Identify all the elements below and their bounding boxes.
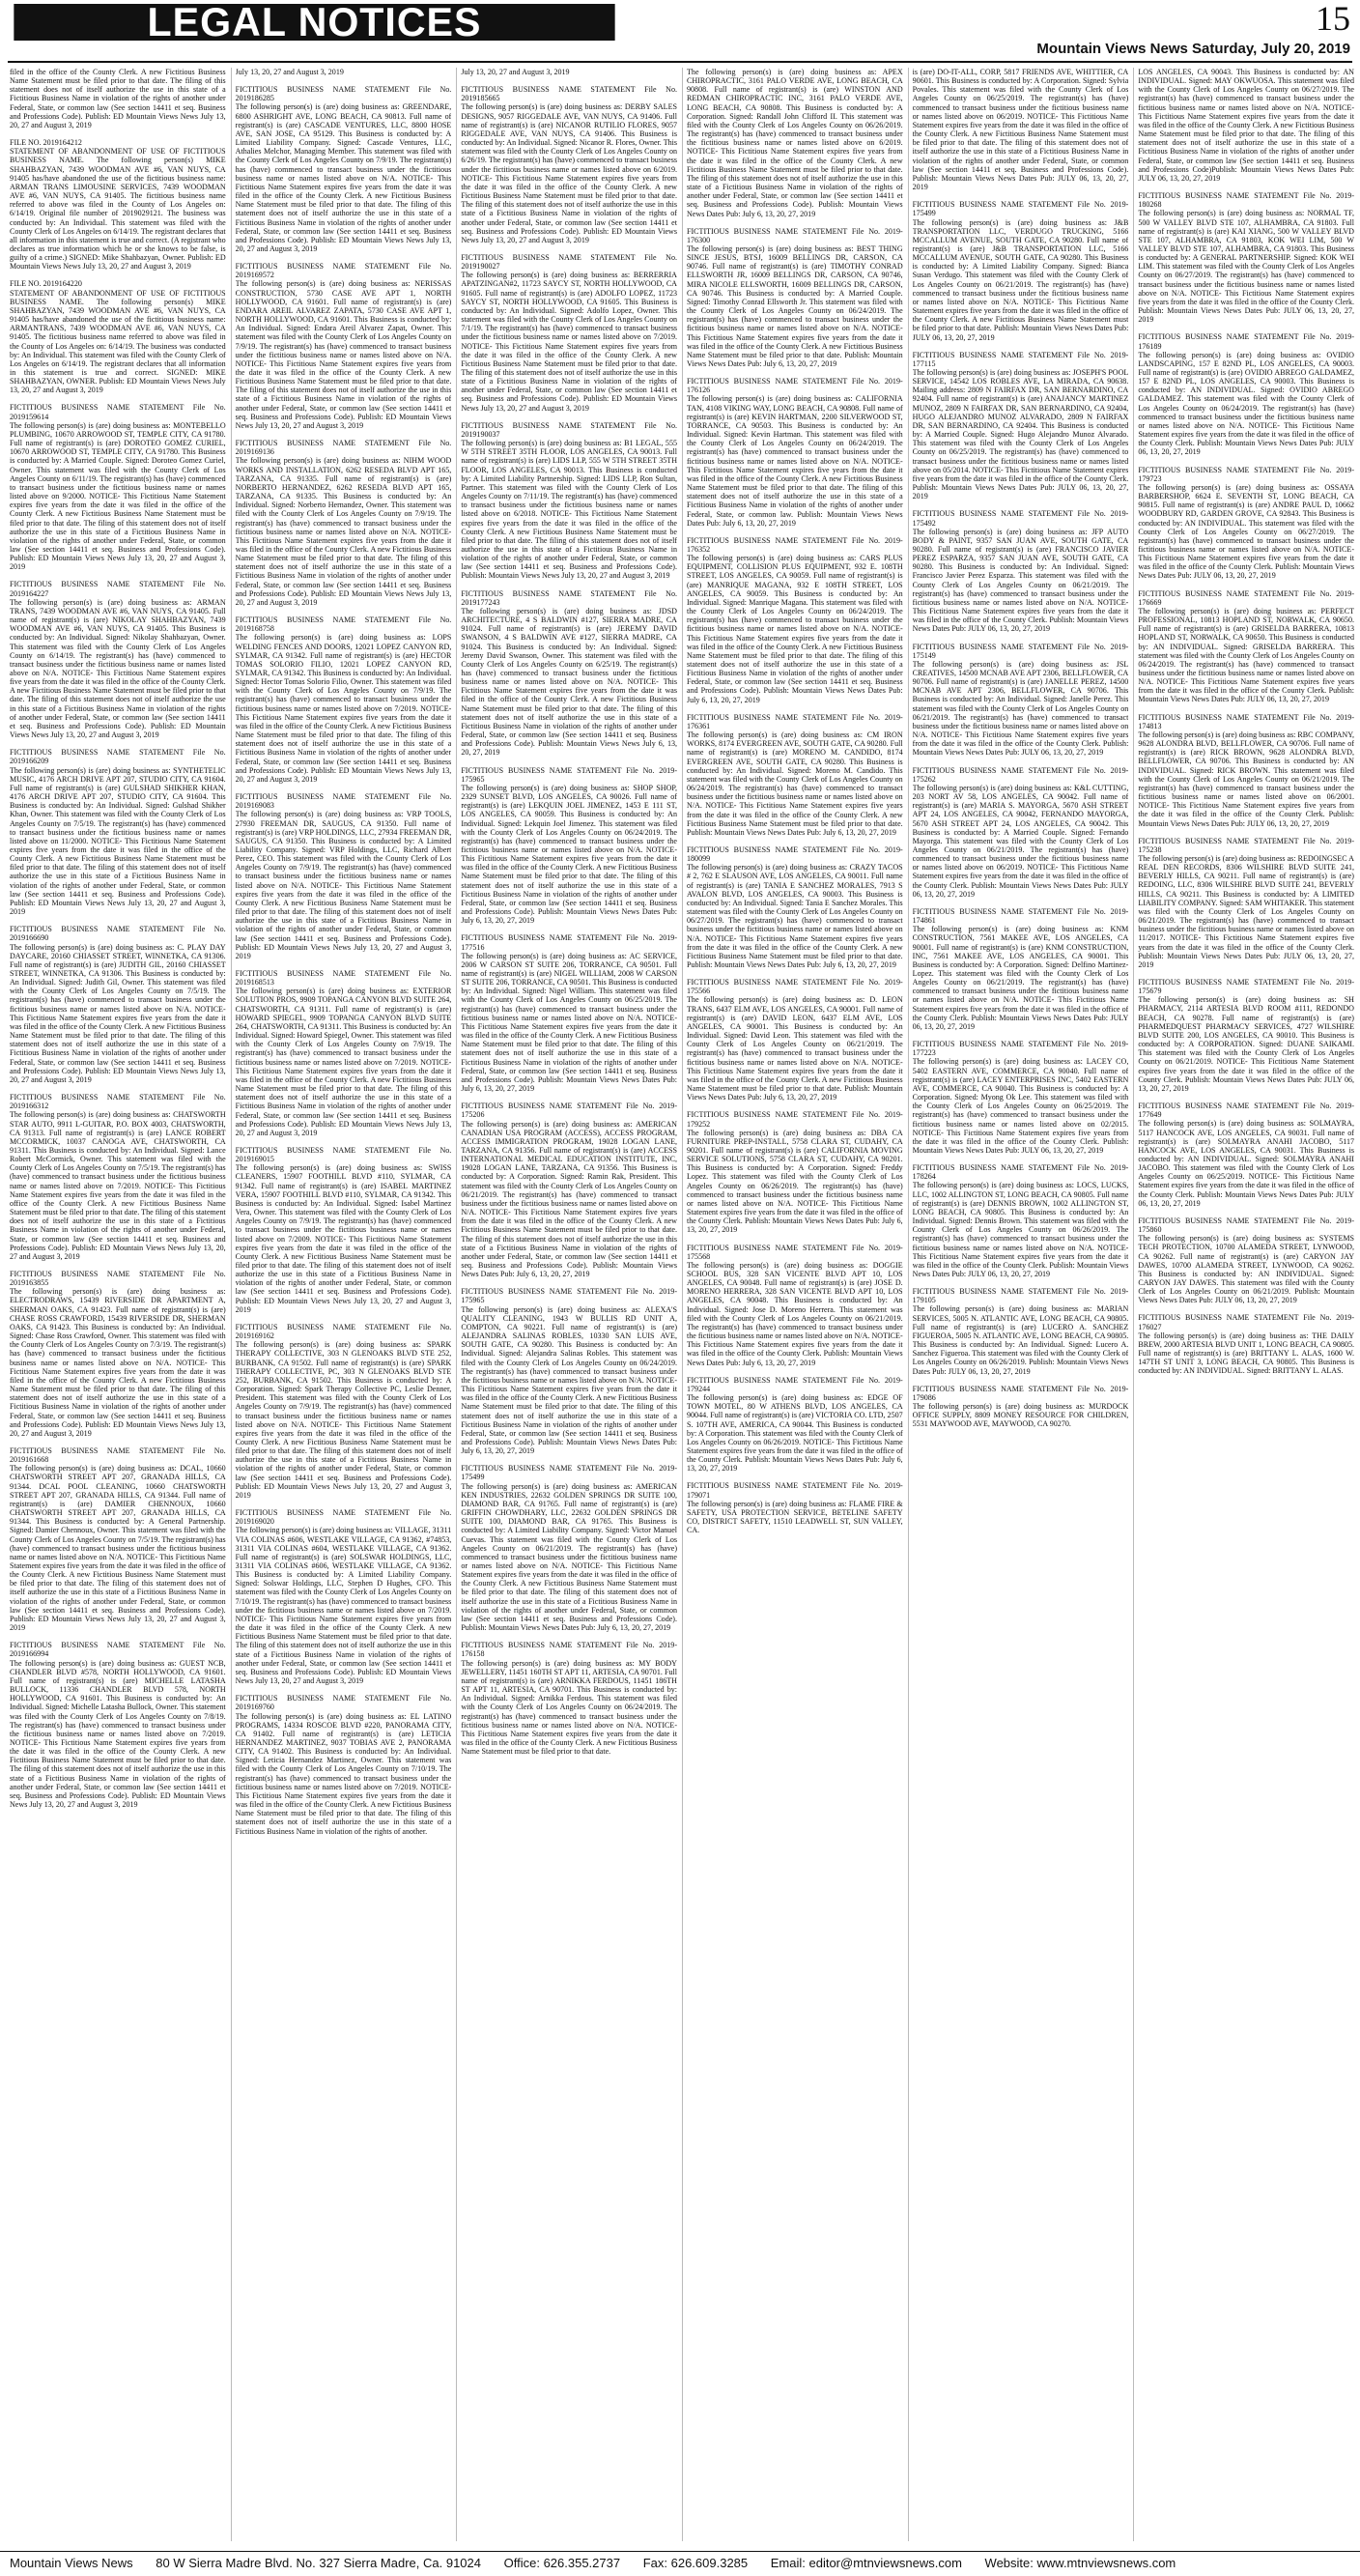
notice-body: The following person(s) is (are) doing business as: B1 LEGAL, 555 W 5TH STREET 35TH FLOOR, LOS ANGELES, CA 90013. Full name of registrant(s) is (are) LIDS LLP, 555 W 5TH STREET 35TH FLOOR, LOS ANGELES, CA 90013. This Business is conducted by: A Limited Liability Partnership. Signed: LIDS LLP, Ron Sultan, Partner. This statement was filed with the County Clerk of Los Angeles County on 7/11/19. The registrant(s) has (have) commenced to transact business under the fictitious business name or names listed above on 6/2018. NOTICE- This Fictitious Name Statement expires five years from the date it was filed in the office of the County Clerk. A new Fictitious Business Name Statement must be filed prior to that date. The filing of this statement does not of itself authorize the use in this state of a Fictitious Business Name in violation of the rights of another under Federal, State, or common law (See section 14411 et seq. Business and Professions Code). Publish: Mountain Views News July 13, 20, 27 and August 3, 2019 xyxy=(461,439,677,581)
notice-heading: FICTITIOUS BUSINESS NAME STATEMENT File No. 2019163855 xyxy=(10,1270,226,1288)
notice-body: The following person(s) is (are) doing business as: CALIFORNIA TAN, 4108 VIKING WAY, LONG BEACH, CA 90808. Full name of registrant(s) is (are) KEVIN HARTMAN, 2200 SILVERWOOD ST, TORRANCE, CA 90503. This Business is conducted by: An Individual. Signed: Kevin Hartman. This statement was filed with the County Clerk of Los Angeles County on 06/24/2019. The registrant(s) has (have) commenced to transact business under the fictitious business name or names listed above on N/A. NOTICE- This Fictitious Name Statement expires five years from the date it was filed in the office of the County Clerk. A new Fictitious Business Name Statement must be filed prior to that date. The filing of this statement does not of itself authorize the use in this state of a Fictitious Business Name in violation of the rights of another under Federal, State, or common law. Publish: Mountain Views News Dates Pub: July 6, 13, 20, 27, 2019 xyxy=(687,394,903,528)
notice-heading: FICTITIOUS BUSINESS NAME STATEMENT File No. 2019169083 xyxy=(235,792,452,811)
legal-notice xyxy=(461,1464,677,1632)
notice-body: The following person(s) is (are) doing business as: EXTERIOR SOLUTION PROS, 9909 TOPANGA CANYON BLVD SUITE 264, CHATSWORTH, CA 91311. Full name of registrant(s) is (are) HOWARD SPIEGEL, 9909 TOPANGA CANYON BLVD SUITE 264, CHATSWORTH, CA 91311. This Business is conducted by: An Individual. Signed: Howard Spiegel, Owner. This statement was filed with the County Clerk of Los Angeles County on 7/9/19. The registrant(s) has (have) commenced to transact business under the fictitious business name or names listed above on 7/2019. NOTICE- This Fictitious Name Statement expires five years from the date it was filed in the office of the County Clerk. A new Fictitious Business Name Statement must be filed prior to that date. The filing of this statement does not of itself authorize the use in this state of a Fictitious Business Name in violation of the rights of another under Federal, State, or common law (See section 14411 et seq. Business and Professions Code). Publish: ED Mountain Views News July 13, 20, 27 and August 3, 2019 xyxy=(235,987,452,1137)
notice-heading: FICTITIOUS BUSINESS NAME STATEMENT File No. 2019-176189 xyxy=(1138,332,1354,351)
notice-body: The following person(s) is (are) doing business as: LACEY CO, 5402 EASTERN AVE, COMMERCE, CA 90040. Full name of registrant(s) is (are) LACEY ENTERPRISES INC, 5402 EASTERN AVE, COMMERCE, CA 90040. This Business is conducted by: A Corporation. Signed: Myong Ok Lee. This statement was filed with the County Clerk of Los Angeles County on 06/25/2019. The registrant(s) has (have) commenced to transact business under the fictitious business name or names listed above on 02/2015. NOTICE- This Fictitious Name Statement expires five years from the date it was filed in the office of the County Clerk. Publish: Mountain Views News Dates Pub: JULY 06, 13, 20, 27, 2019 xyxy=(912,1057,1129,1155)
notice-heading: FICTITIOUS BUSINESS NAME STATEMENT File No. 2019-177223 xyxy=(912,1040,1129,1058)
legal-notice xyxy=(10,580,226,739)
notice-heading: FICTITIOUS BUSINESS NAME STATEMENT File No. 2019-178264 xyxy=(912,1163,1129,1182)
notice-heading: FICTITIOUS BUSINESS NAME STATEMENT File No. 2019164227 xyxy=(10,580,226,598)
legal-notice xyxy=(461,589,677,758)
notice-body: The following person(s) is (are) doing business as: DCAL, 10660 CHATSWORTH STREET APT 207, GRANADA HILLS, CA 91344. DCAL POOL CLEANING, 10660 CHATSWORTH STREET APT 207, GRANADA HILLS, CA 91344. Full name of registrant(s) is (are) DAMIER CHENNOUX, 10660 CHATSWORTH STREET APT 207, GRANADA HILLS, CA 91344. This Business is conducted by: A General Partnership. Signed: Damier Chennoux, Owner. This statement was filed with the County Clerk of Los Angeles County on 7/5/19. The registrant(s) has (have) commenced to transact business under the fictitious business name or names listed above on N/A. NOTICE- This Fictitious Name Statement expires five years from the date it was filed in the office of the County Clerk. A new Fictitious Business Name Statement must be filed prior to that date. The filing of this statement does not of itself authorize the use in this state of a Fictitious Business Name in violation of the rights of another under Federal, State, or common law (See section 14411 et seq. Business and Professions Code). Publish: ED Mountain Views News July 13, 20, 27 and August 3, 2019 xyxy=(10,1464,226,1633)
dateline: Mountain Views News Saturday, July 20, 2019 xyxy=(1036,41,1350,57)
legal-notice xyxy=(913,200,1129,342)
legal-notice xyxy=(913,509,1129,633)
notice-heading: FICTITIOUS BUSINESS NAME STATEMENT File No. 2019-176027 xyxy=(1138,1313,1354,1331)
notice-heading: FICTITIOUS BUSINESS NAME STATEMENT File No. 2019-175679 xyxy=(1138,978,1354,996)
notice-heading: FICTITIOUS BUSINESS NAME STATEMENT File No. 2019185665 xyxy=(461,85,677,103)
notice-body: The following person(s) is (are) doing business as: REDOINGSEC A REAL DEN RECORDS, 8306 WILSHIRE BLVD SUITE 241, BEVERLY HILLS, CA 90211. Full name of registrant(s) is (are) REDOING, LLC, 8306 WILSHIRE BLVD SUITE 241, BEVERLY HILLS, CA 90211. This Business is conducted by: A LIMITED LIABILITY COMPANY. Signed: SAM WHITAKER. This statement was filed with the County Clerk of Los Angeles County on 06/21/2019. The registrant(s) has (have) commenced to transact business under the fictitious business name or names listed above on 11/2017. NOTICE- This Fictitious Name Statement expires five years from the date it was filed in the office of the County Clerk. Publish: Mountain Views News Dates Pub: JULY 06, 13, 20, 27, 2019 xyxy=(1138,853,1354,969)
notice-body: The following person(s) is (are) doing business as: C. PLAY DAY DAYCARE, 20160 CHIASSET STREET, WINNETKA, CA 91306. Full name of registrant(s) is (are) JUDITH GIL, 20160 CHIASSET STREET, WINNETKA, CA 91306. This Business is conducted by: An Individual. Signed: Judith Gil, Owner. This statement was filed with the County Clerk of Los Angeles County on 7/5/19. The registrant(s) has (have) commenced to transact business under the fictitious business name or names listed above on N/A. NOTICE- This Fictitious Name Statement expires five years from the date it was filed in the office of the County Clerk. A new Fictitious Business Name Statement must be filed prior to that date. The filing of this statement does not of itself authorize the use in this state of a Fictitious Business Name in violation of the rights of another under Federal, State, or common law (See section 14411 et seq. Business and Professions Code). Publish: ED Mountain Views News July 13, 20, 27 and August 3, 2019 xyxy=(10,942,226,1084)
notice-body: The following person(s) is (are) doing business as: MURDOCK OFFICE SUPPLY, 8809 MONEY RESOURCE FOR CHILDREN, 5531 MAYWOOD AVE, MAYWOOD, CA 90270. xyxy=(912,1402,1129,1429)
notice-heading: FILE NO. 2019164220 xyxy=(10,279,82,289)
notice-column xyxy=(236,68,452,2545)
notice-body: The following person(s) is (are) doing business as: SWISS CLEANERS, 15907 FOOTHILL BLVD #110, SYLMAR, CA 91342. Full name of registrant(s) is (are) ISABEL MARTINEZ VERA, 15907 FOOTHILL BLVD #110, SYLMAR, CA 91342. This Business is conducted by: An Individual. Signed: Isabel Martinez Vera, Owner. This statement was filed with the County Clerk of Los Angeles County on 7/9/19. The registrant(s) has (have) commenced to transact business under the fictitious business name or names listed above on 7/2009. NOTICE- This Fictitious Name Statement expires five years from the date it was filed in the office of the County Clerk. A new Fictitious Business Name Statement must be filed prior to that date. The filing of this statement does not of itself authorize the use in this state of a Fictitious Business Name in violation of the rights of another under Federal, State, or common law (See section 14411 et seq. Business and Professions Code). Publish: ED Mountain Views News July 13, 20, 27 and August 3, 2019 xyxy=(235,1163,452,1314)
notice-body: The following person(s) is (are) doing business as: SPARK THERAPY COLLECTIVE, 303 N GLENOAKS BLVD STE 252, BURBANK, CA 91502. Full name of registrant(s) is (are) SPARK THERAPY COLLECTIVE, PC, 303 N GLENOAKS BLVD STE 252, BURBANK, CA 91502. This Business is conducted by: A Corporation. Signed: Spark Therapy Collective PC, Leslie Denner, President. This statement was filed with the County Clerk of Los Angeles County on 7/9/19. The registrant(s) has (have) commenced to transact business under the fictitious business name or names listed above on N/A. NOTICE- This Fictitious Name Statement expires five years from the date it was filed in the office of the County Clerk. A new Fictitious Business Name Statement must be filed prior to that date. The filing of this statement does not of itself authorize the use in this state of a Fictitious Business Name in violation of the rights of another under Federal, State, or common law (See section 14411 et seq. Business and Professions Code). Publish: ED Mountain Views News July 13, 20, 27 and August 3, 2019 xyxy=(235,1340,452,1500)
masthead xyxy=(0,0,1360,57)
notice-heading: FICTITIOUS BUSINESS NAME STATEMENT File No. 2019-175238 xyxy=(1138,836,1354,854)
legal-notice xyxy=(236,1323,452,1500)
notice-heading: FICTITIOUS BUSINESS NAME STATEMENT File No. 2019169162 xyxy=(235,1322,452,1341)
notice-column xyxy=(10,68,226,2545)
notice-heading: FICTITIOUS BUSINESS NAME STATEMENT File No. 2019169020 xyxy=(235,1508,452,1527)
footer-fax: Fax: 626.609.3285 xyxy=(642,2556,749,2570)
notice-body: The following person(s) is (are) doing business as: BERRERRIA APATZINGAN#2, 11723 SAYCY ST, NORTH HOLLYWOOD, CA 91605. Full name of registrant(s) is (are) ADOLFO LOPEZ, 11723 SAYCY ST, NORTH HOLLYWOOD, CA 91605. This Business is conducted by: An Individual. Signed: Adolfo Lopez, Owner. This statement was filed with the County Clerk of Los Angeles County on 7/1/19. The registrant(s) has (have) commenced to transact business under the fictitious business name or names listed above on 7/2019. NOTICE- This Fictitious Name Statement expires five years from the date it was filed in the office of the County Clerk. A new Fictitious Business Name Statement must be filed prior to that date. The filing of this statement does not of itself authorize the use in this state of a Fictitious Business Name in violation of the rights of another under Federal, State, or common law (See section 14411 et seq. Business and Professions Code). Publish: ED Mountain Views News July 13, 20, 27 and August 3, 2019 xyxy=(461,271,677,413)
notice-body: The following person(s) is (are) doing business as: GUEST NCB, CHANDLER BLVD #578, NORTH HOLLYWOOD, CA 91601. Full name of registrant(s) is (are) MICHELLE LATASHA BULLOCK, 11336 CHANDLER BLVD 578, NORTH HOLLYWOOD, CA 91601. This Business is conducted by: An Individual. Signed: Michelle Latasha Bullock, Owner. This statement was filed with the County Clerk of Los Angeles County on 7/8/19. The registrant(s) has (have) commenced to transact business under the fictitious business name or names listed above on 7/2019. NOTICE- This Fictitious Name Statement expires five years from the date it was filed in the office of the County Clerk. A new Fictitious Business Name Statement must be filed prior to that date. The filing of this statement does not of itself authorize the use in this state of a Fictitious Business Name in violation of the rights of another under Federal, State, or common law (See section 14411 et seq. Business and Professions Code). Publish: ED Mountain Views News July 13, 20, 27 and August 3, 2019 xyxy=(10,1658,226,1810)
footer-office-phone: Office: 626.355.2737 xyxy=(503,2556,621,2570)
notice-heading: FICTITIOUS BUSINESS NAME STATEMENT File No. 2019190037 xyxy=(461,420,677,439)
legal-notice xyxy=(236,969,452,1137)
footer-publication: Mountain Views News xyxy=(10,2556,133,2570)
notice-body: STATEMENT OF ABANDONMENT OF USE OF FICTITIOUS BUSINESS NAME. The following person(s) MIKE SHAHBAZYAN, 7439 WOODMAN AVE #6, VAN NUYS, CA 91405 has/have abandoned the use of the fictitious business name: ARMAN TRANS LIMOUSINE SERVICES, 7439 WOODMAN AVE #6, VAN NUYS, CA 91405. The fictitious business name referred to above was filed in the County of Los Angeles on: 6/14/19. Original file number of 2019029121. The business was conducted by: An Individual. This statement was filed with the County Clerk of Los Angeles on 6/14/19. The registrant declares that all information in this statement is true and correct. (A registrant who declares as true information which he or she knows to be false, is guilty of a crime.) SIGNED: Mike Shahbazyan, Owner. Publish: ED Mountain Views News July 13, 20, 27 and August 3, 2019 xyxy=(10,147,226,272)
notice-heading: FICTITIOUS BUSINESS NAME STATEMENT File No. 2019-179252 xyxy=(687,1110,903,1129)
legal-notice xyxy=(1138,978,1354,1093)
legal-notice xyxy=(10,1446,226,1632)
notice-body: The following person(s) is (are) doing business as: KNM CONSTRUCTION, 7561 MAKEE AVE, LOS ANGELES, CA 90001. Full name of registrant(s) is (are) KNM CONSTRUCTION, INC, 7561 MAKEE AVE, LOS ANGELES, CA 90001. This Business is conducted by: A Corporation. Signed: Delfino Martinez-Lopez. This statement was filed with the County Clerk of Los Angeles County on 06/21/2019. The registrant(s) has (have) commenced to transact business under the fictitious business name or names listed above on N/A. NOTICE- This Fictitious Name Statement expires five years from the date it was filed in the office of the County Clerk. Publish: Mountain Views News Dates Pub: JULY 06, 13, 20, 27, 2019 xyxy=(912,925,1129,1031)
legal-notice xyxy=(1138,837,1354,969)
legal-notice xyxy=(10,138,226,271)
legal-notice xyxy=(913,766,1129,899)
legal-notice xyxy=(913,643,1129,758)
legal-notice xyxy=(913,1163,1129,1278)
legal-notice xyxy=(236,615,452,784)
legal-notice xyxy=(236,262,452,430)
notice-heading: FICTITIOUS BUSINESS NAME STATEMENT File No. 2019-179105 xyxy=(912,1287,1129,1305)
notice-heading: FICTITIOUS BUSINESS NAME STATEMENT File No. 2019-175149 xyxy=(912,642,1129,660)
legal-notice xyxy=(1138,589,1354,704)
column-divider xyxy=(682,68,683,2541)
notice-body: LOS ANGELES, CA 90043. This Business is conducted by: AN INDIVIDUAL. Signed: MAY OKWUOSA. This statement was filed with the County Clerk of Los Angeles County on 06/27/2019. The registrant(s) has (have) commenced to transact business under the fictitious business name or names listed above on N/A. NOTICE- This Fictitious Name Statement expires five years from the date it was filed in the office of the County Clerk. A new Fictitious Business Name Statement must be filed prior to that date. The filing of this statement does not of itself authorize the use in this state of a Fictitious Business Name in violation of the rights of another under Federal, State, or common law (See section 14411 et seq. Business and Professions Code)Publish: Mountain Views News Dates Pub: JULY 06, 13, 20, 27, 2019 xyxy=(1138,68,1354,183)
legal-notice xyxy=(687,1110,903,1234)
notice-body: The following person(s) is (are) doing business as: CM IRON WORKS, 8174 EVERGREEN AVE, SOUTH GATE, CA 90280. Full name of registrant(s) is (are) MORENO M. CANDIDO, 8174 EVERGREEN AVE, SOUTH GATE, CA 90280. This Business is conducted by: An Individual. Signed: Moreno M. Candido. This statement was filed with the County Clerk of Los Angeles County on 06/24/2019. The registrant(s) has (have) commenced to transact business under the fictitious business name or names listed above on N/A. NOTICE- This Fictitious Name Statement expires five years from the date it was filed in the office of the County Clerk. A new Fictitious Business Name Statement must be filed prior to that date. Publish: Mountain Views News Dates Pub: July 6, 13, 20, 27, 2019 xyxy=(687,730,903,837)
notice-body: The following person(s) is (are) doing business as: FLAME FIRE & SAFETY, USA PROTECTION SERVICE, BETELINE SAFETY CO, DISTRICT SAFETY, 11510 LEADWELL ST, SUN VALLEY, CA. xyxy=(687,1499,903,1535)
notice-column xyxy=(461,68,677,2545)
notice-body: The following person(s) is (are) doing business as: SYNTHETELIC MUSIC, 4176 ARCH DRIVE APT 207, STUDIO CITY, CA 91604. Full name of registrant(s) is (are) GULSHAD SHIKHER KHAN, 4176 ARCH DRIVE APT 207, STUDIO CITY, CA 91604. This Business is conducted by: An Individual. Signed: Gulshad Shikher Khan, Owner. This statement was filed with the County Clerk of Los Angeles County on 7/5/19. The registrant(s) has (have) commenced to transact business under the fictitious business name or names listed above on 11/2000. NOTICE- This Fictitious Name Statement expires five years from the date it was filed in the office of the County Clerk. A new Fictitious Business Name Statement must be filed prior to that date. The filing of this statement does not of itself authorize the use in this state of a Fictitious Business Name in violation of the rights of another under Federal, State, or common law (See section 14411 et seq. Business and Professions Code). Publish: ED Mountain Views News July 13, 20, 27 and August 3, 2019 xyxy=(10,765,226,917)
legal-notice xyxy=(1138,466,1354,581)
notice-heading: FICTITIOUS BUSINESS NAME STATEMENT File No. 2019-180268 xyxy=(1138,191,1354,210)
notice-body: The following person(s) is (are) doing business as: AMERICAN CANADIAN USA PROGRAM (ACCESS), ACCESS PROGRAM, ACCESS IMMIGRATION PROGRAM, 19028 LOGAN LANE, TARZANA, CA 91356. Full name of registrant(s) is (are) ACCESS INTERNATIONAL MEDICAL EDUCATION INSTITUTE, INC, 19028 LOGAN LANE, TARZANA, CA 91356. This Business is conducted by: A Corporation. Signed: Ramin Rak, President. This statement was filed with the County Clerk of Los Angeles County on 06/21/2019. The registrant(s) has (have) commenced to transact business under the fictitious business name or names listed above on N/A. NOTICE- This Fictitious Name Statement expires five years from the date it was filed in the office of the County Clerk. A new Fictitious Business Name Statement must be filed prior to that date. The filing of this statement does not of itself authorize the use in this state of a Fictitious Business Name in violation of the rights of another under Federal, State, or common law (See section 14411 et seq. Business and Professions Code). Publish: Mountain Views News Dates Pub: July 6, 13, 20, 27, 2019 xyxy=(461,1119,677,1279)
notice-heading: FICTITIOUS BUSINESS NAME STATEMENT File No. 2019168513 xyxy=(235,969,452,987)
legal-notice xyxy=(236,1508,452,1685)
notice-body: The following person(s) is (are) doing business as: APEX CHIROPRACTIC, 3161 PALO VERDE AVE, LONG BEACH, CA 90808. Full name of registrant(s) is (are) WINSTON AND REDMAN CHIROPRACTIC INC, 3161 PALO VERDE AVE, LONG BEACH, CA 90808. This Business is conducted by: A Corporation. Signed: Randall John Clifford II. This statement was filed with the County Clerk of Los Angeles County on 06/26/2019. The registrant(s) has (have) commenced to transact business under the fictitious business name or names listed above on 6/2019. NOTICE- This Fictitious Name Statement expires five years from the date it was filed in the office of the County Clerk. A new Fictitious Business Name Statement must be filed prior to that date. The filing of this statement does not of itself authorize the use in this state of a Fictitious Business Name in violation of the rights of another under Federal, State, or common law (See section 14411 et seq. Business and Professions Code). Publish: Mountain Views News Dates Pub: July 6, 13, 20, 27, 2019 xyxy=(687,68,903,218)
notice-heading: FICTITIOUS BUSINESS NAME STATEMENT File No. 2019169136 xyxy=(235,439,452,457)
notice-heading: FICTITIOUS BUSINESS NAME STATEMENT File No. 2019161668 xyxy=(10,1445,226,1465)
notice-body: July 13, 20, 27 and August 3, 2019 xyxy=(461,68,570,76)
notice-body: The following person(s) is (are) doing business as: VILLAGE, 31311 VIA COLINAS #606, WESTLAKE VILLAGE, CA 91362, #74853, 31311 VIA COLINAS #604, WESTLAKE VILLAGE, CA 91362. Full name of registrant(s) is (are) SOLSWAR HOLDINGS, LLC, 31311 VIA COLINAS #606, WESTLAKE VILLAGE, CA 91362. This Business is conducted by: A Limited Liability Company. Signed: Solswar Holdings, LLC, Stephen D Hughes, CFO. This statement was filed with the County Clerk of Los Angeles County on 7/10/19. The registrant(s) has (have) commenced to transact business under the fictitious business name or names listed above on 7/2019. NOTICE- This Fictitious Name Statement expires five years from the date it was filed in the office of the County Clerk. A new Fictitious Business Name Statement must be filed prior to that date. The filing of this statement does not of itself authorize the use in this state of a Fictitious Business Name in violation of the rights of another under Federal, State, or common law (See section 14411 et seq. Business and Professions Code). Publish: ED Mountain Views News July 13, 20, 27 and August 3, 2019 xyxy=(235,1526,452,1686)
notice-body: The following person(s) is (are) doing business as: DBA CA FURNITURE PREP-INSTALL, 5758 CLARA ST, CUDAHY, CA 90201. Full name of registrant(s) is (are) CALIFORNIA MOVING SERVICE SOLUTIONS, 5758 CLARA ST, CUDAHY, CA 90201. This Business is conducted by: A Corporation. Signed: Freddy Lopez. This statement was filed with the County Clerk of Los Angeles County on 06/26/2019. The registrant(s) has (have) commenced to transact business under the fictitious business name or names listed above on N/A. NOTICE- This Fictitious Name Statement expires five years from the date it was filed in the office of the County Clerk. Publish: Mountain Views News Dates Pub: July 6, 13, 20, 27, 2019 xyxy=(687,1128,903,1235)
legal-notice xyxy=(687,845,903,969)
notice-body: The following person(s) is (are) doing business as: VRP TOOLS, 27930 FREEMAN DR, SAUGUS, CA 91350. Full name of registrant(s) is (are) VRP HOLDINGS, LLC, 27934 FREEMAN DR, SAUGUS, CA 91350. This Business is conducted by: A Limited Liability Company. Signed: VRP Holdings, LLC, Richard Albert Perez, CEO. This statement was filed with the County Clerk of Los Angeles County on 7/9/19. The registrant(s) has (have) commenced to transact business under the fictitious business name or names listed above on N/A. NOTICE- This Fictitious Name Statement expires five years from the date it was filed in the office of the County Clerk. A new Fictitious Business Name Statement must be filed prior to that date. The filing of this statement does not of itself authorize the use in this state of a Fictitious Business Name in violation of the rights of another under Federal, State, or common law (See section 14411 et seq. Business and Professions Code). Publish: ED Mountain Views News July 13, 20, 27 and August 3, 2019 xyxy=(235,810,452,960)
notice-heading: FICTITIOUS BUSINESS NAME STATEMENT File No. 2019-175492 xyxy=(912,509,1129,528)
notice-heading: FICTITIOUS BUSINESS NAME STATEMENT File No. 2019-180099 xyxy=(687,844,903,864)
column-divider xyxy=(908,68,909,2541)
legal-notice xyxy=(461,68,677,76)
notice-heading: FICTITIOUS BUSINESS NAME STATEMENT File No. 2019-175860 xyxy=(1138,1216,1354,1235)
legal-notice xyxy=(461,933,677,1093)
notice-body: The following person(s) is (are) doing business as: JOSEPH'S POOL SERVICE, 14542 LOS ROBLES AVE, LA MIRADA, CA 90638. Mailing address: 2809 N FAIRFAX DR, SAN BERNARDINO, CA 92404. Full name of registrant(s) is (are) ANAJANCY MARTINEZ MUNOZ, 2809 N FAIRFAX DR, SAN BERNARDINO, CA 92404, HUGO ALEJANDRO MUNOZ ALVARADO, 2809 N FAIRFAX DR, SAN BERNARDINO, CA 92404. This Business is conducted by: A Married Couple. Signed: Hugo Alejandro Munoz Alvarado. This statement was filed with the County Clerk of Los Angeles County on 06/25/2019. The registrant(s) has (have) commenced to transact business under the fictitious business name or names listed above on 05/2014. NOTICE- This Fictitious Name Statement expires five years from the date it was filed in the office of the County Clerk. Publish: Mountain Views News Dates Pub: JULY 06, 13, 20, 27, 2019 xyxy=(912,368,1129,501)
notice-heading: FICTITIOUS BUSINESS NAME STATEMENT File No. 2019-175965 xyxy=(461,765,677,784)
legal-notice xyxy=(1138,1102,1354,1208)
legal-notice xyxy=(10,68,226,129)
notice-body: July 13, 20, 27 and August 3, 2019 xyxy=(235,68,344,76)
notice-heading: FICTITIOUS BUSINESS NAME STATEMENT File No. 2019-179071 xyxy=(687,1481,903,1500)
notice-heading: FICTITIOUS BUSINESS NAME STATEMENT File No. 2019-179723 xyxy=(1138,465,1354,483)
notice-body: The following person(s) is (are) doing business as: ELECTRODRAWS, 15439 RIVERSIDE DR APARTMENT A, SHERMAN OAKS, CA 91423. Full name of registrant(s) is (are) CHASE ROSS CRAWFORD, 15439 RIVERSIDE DR, SHERMAN OAKS, CA 91423. This Business is conducted by: An Individual. Signed: Chase Ross Crawford, Owner. This statement was filed with the County Clerk of Los Angeles County on 7/3/19. The registrant(s) has (have) commenced to transact business under the fictitious business name or names listed above on N/A. NOTICE- This Fictitious Name Statement expires five years from the date it was filed in the office of the County Clerk. A new Fictitious Business Name Statement must be filed prior to that date. The filing of this statement does not of itself authorize the use in this state of a Fictitious Business Name in violation of the rights of another under Federal, State, or common law (See section 14411 et seq. Business and Professions Code). Publish: ED Mountain Views News July 13, 20, 27 and August 3, 2019 xyxy=(10,1287,226,1438)
notice-heading: FICTITIOUS BUSINESS NAME STATEMENT File No. 2019-179086 xyxy=(912,1384,1129,1402)
legal-notice xyxy=(687,978,903,1102)
notice-heading: FICTITIOUS BUSINESS NAME STATEMENT File No. 2019169572 xyxy=(235,262,452,280)
notice-column xyxy=(687,68,903,2545)
legal-notice xyxy=(10,1641,226,1809)
legal-notice xyxy=(1138,1313,1354,1375)
notice-heading: FICTITIOUS BUSINESS NAME STATEMENT File No. 2019-176126 xyxy=(687,377,903,395)
notice-heading: FICTITIOUS BUSINESS NAME STATEMENT File No. 2019-176669 xyxy=(1138,588,1354,607)
notice-heading: FICTITIOUS BUSINESS NAME STATEMENT File No. 2019-177115 xyxy=(912,350,1129,368)
column-divider xyxy=(456,68,457,2541)
legal-notice xyxy=(236,792,452,960)
legal-notice xyxy=(1138,1216,1354,1305)
notice-body: The following person(s) is (are) doing business as: MARIAN SERVICES, 5005 N. ATLANTIC AVE, LONG BEACH, CA 90805. Full name of registrant(s) is (are) LUCERO A. SANCHEZ FIGUEROA, 5005 N. ATLANTIC AVE, LONG BEACH, CA 90805. This Business is conducted by: An Individual. Signed: Lucero A. Sanchez Figueroa. This statement was filed with the County Clerk of Los Angeles County on 06/26/2019. Publish: Mountain Views News Dates Pub: JULY 06, 13, 20, 27, 2019 xyxy=(912,1304,1129,1376)
notice-heading: FICTITIOUS BUSINESS NAME STATEMENT File No. 2019-174861 xyxy=(912,906,1129,926)
notice-body: The following person(s) is (are) doing business as: JFP AUTO BODY & PAINT, 9357 SAN JUAN AVE, SOUTH GATE, CA 90280. Full name of registrant(s) is (are) FRANCISCO JAVIER PEREZ ESPARZA, 9357 SAN JUAN AVE, SOUTH GATE, CA 90280. This Business is conducted by: An Individual. Signed: Francisco Javier Perez Esparza. This statement was filed with the County Clerk of Los Angeles County on 06/21/2019. The registrant(s) has (have) commenced to transact business under the fictitious business name or names listed above on N/A. NOTICE- This Fictitious Name Statement expires five years from the date it was filed in the office of the County Clerk. Publish: Mountain Views News Dates Pub: JULY 06, 13, 20, 27, 2019 xyxy=(912,527,1129,634)
notice-body: The following person(s) is (are) doing business as: EDGE OF TOWN MOTEL, 80 W ATHENS BLVD, LOS ANGELES, CA 90044. Full name of registrant(s) is (are) VICTORIA CO. LTD, 2507 S. 107TH AVE, AMERICA, CA 90044. This Business is conducted by: A Corporation. This statement was filed with the County Clerk of Los Angeles County on 06/26/2019. NOTICE- This Fictitious Name Statement expires five years from the date it was filed in the office of the County Clerk. Publish: Mountain Views News Dates Pub: July 6, 13, 20, 27, 2019 xyxy=(687,1393,903,1474)
notice-body: The following person(s) is (are) doing business as: NIHM WOOD WORKS AND INSTALLATION, 6262 RESEDA BLVD APT 165, TARZANA, CA 91335. Full name of registrant(s) is (are) NORBERTO HERNANDEZ, 6262 RESEDA BLVD APT 165, TARZANA, CA 91335. This Business is conducted by: An Individual. Signed: Norberto Hernandez, Owner. This statement was filed with the County Clerk of Los Angeles County on 7/9/19. The registrant(s) has (have) commenced to transact business under the fictitious business name or names listed above on N/A. NOTICE- This Fictitious Name Statement expires five years from the date it was filed in the office of the County Clerk. A new Fictitious Business Name Statement must be filed prior to that date. The filing of this statement does not of itself authorize the use in this state of a Fictitious Business Name in violation of the rights of another under Federal, State, or common law (See section 14411 et seq. Business and Professions Code). Publish: ED Mountain Views News July 13, 20, 27 and August 3, 2019 xyxy=(235,456,452,607)
notice-body: The following person(s) is (are) doing business as: DERBY SALES DESIGNS, 9057 RIGGEDALE AVE, VAN NUYS, CA 91406. Full name of registrant(s) is (are) NICANOR RUTILIO FLORES, 9057 RIGGEDALE AVE, VAN NUYS, CA 91406. This Business is conducted by: An Individual. Signed: Nicanor R. Flores, Owner. This statement was filed with the County Clerk of Los Angeles County on 6/26/19. The registrant(s) has (have) commenced to transact business under the fictitious business name or names listed above on 6/2019. NOTICE- This Fictitious Name Statement expires five years from the date it was filed in the office of the County Clerk. A new Fictitious Business Name Statement must be filed prior to that date. The filing of this statement does not of itself authorize the use in this state of a Fictitious Business Name in violation of the rights of another under Federal, State, or common law (See section 14411 et seq. Business and Professions Code). Publish: ED Mountain Views News July 13, 20, 27 and August 3, 2019 xyxy=(461,102,677,244)
notice-body: The following person(s) is (are) doing business as: JSL CREATIVES, 14500 MCNAB AVE APT 2306, BELLFLOWER, CA 90706. Full name of registrant(s) is (are) JANELLE PEREZ, 14500 MCNAB AVE APT 2306, BELLFLOWER, CA 90706. This Business is conducted by: An Individual. Signed: Janelle Perez. This statement was filed with the County Clerk of Los Angeles County on 06/21/2019. The registrant(s) has (have) commenced to transact business under the fictitious business name or names listed above on N/A. NOTICE- This Fictitious Name Statement expires five years from the date it was filed in the office of the County Clerk. Publish: Mountain Views News Dates Pub: JULY 06, 13, 20, 27, 2019 xyxy=(912,659,1129,758)
legal-notice xyxy=(10,1270,226,1438)
legal-notice xyxy=(913,1385,1129,1429)
legal-notice xyxy=(687,713,903,837)
notice-heading: FILE NO. 2019164212 xyxy=(10,138,82,148)
legal-notice xyxy=(1138,68,1354,183)
notice-body: The following person(s) is (are) doing business as: MONTEBELLO PLUMBING, 10670 ARROWOOD ST, TEMPLE CITY, CA 91780. Full name of registrant(s) is (are) DOROTEO GOMEZ CURIEL, 10670 ARROWOOD ST, TEMPLE CITY, CA 91780. This Business is conducted by: A Married Couple. Signed: Doroteo Gomez Curiel, Owner. This statement was filed with the County Clerk of Los Angeles County on 6/11/19. The registrant(s) has (have) commenced to transact business under the fictitious business name or names listed above on 9/2000. NOTICE- This Fictitious Name Statement expires five years from the date it was filed in the office of the County Clerk. A new Fictitious Business Name Statement must be filed prior to that date. The filing of this statement does not of itself authorize the use in this state of a Fictitious Business Name in violation of the rights of another under Federal, State, or common law (See section 14411 et seq. Business and Professions Code). Publish: ED Mountain Views News July 13, 20, 27 and August 3, 2019 xyxy=(10,420,226,572)
notice-heading: FICTITIOUS BUSINESS NAME STATEMENT File No. 2019169760 xyxy=(235,1694,452,1712)
notice-heading: FICTITIOUS BUSINESS NAME STATEMENT File No. 2019166312 xyxy=(10,1093,226,1111)
legal-notice xyxy=(913,907,1129,1031)
notice-heading: FICTITIOUS BUSINESS NAME STATEMENT File No. 2019190027 xyxy=(461,252,677,272)
notice-heading: FICTITIOUS BUSINESS NAME STATEMENT File No. 2019-175566 xyxy=(687,978,903,996)
notice-body: The following person(s) is (are) doing business as: LOPS WELDING FENCES AND DOORS, 12021 LOPEZ CANYON RD, SYLMAR, CA 91342. Full name of registrant(s) is (are) HECTOR TOMAS SOLORIO FILIO, 12021 LOPEZ CANYON RD, SYLMAR, CA 91342. This Business is conducted by: An Individual. Signed: Hector Tomas Solorio Filio, Owner. This statement was filed with the County Clerk of Los Angeles County on 7/9/19. The registrant(s) has (have) commenced to transact business under the fictitious business name or names listed above on 7/2019. NOTICE- This Fictitious Name Statement expires five years from the date it was filed in the office of the County Clerk. A new Fictitious Business Name Statement must be filed prior to that date. The filing of this statement does not of itself authorize the use in this state of a Fictitious Business Name in violation of the rights of another under Federal, State, or common law (See section 14411 et seq. Business and Professions Code). Publish: ED Mountain Views News July 13, 20, 27 and August 3, 2019 xyxy=(235,633,452,784)
notice-body: The following person(s) is (are) doing business as: EL LATINO PROGRAMS, 14334 ROSCOE BLVD #220, PANORAMA CITY, CA 91402. Full name of registrant(s) is (are) LETICIA HERNANDEZ MARTINEZ, 9037 TOBIAS AVE 2, PANORAMA CITY, CA 91402. This Business is conducted by: An Individual. Signed: Leticia Hernandez Martinez, Owner. This statement was filed with the County Clerk of Los Angeles County on 7/10/19. The registrant(s) has (have) commenced to transact business under the fictitious business name or names listed above on 7/2019. NOTICE- This Fictitious Name Statement expires five years from the date it was filed in the office of the County Clerk. A new Fictitious Business Name Statement must be filed prior to that date. The filing of this statement does not of itself authorize the use in this state of a Fictitious Business Name in violation of the rights of another. xyxy=(235,1711,452,1836)
notice-body: The following person(s) is (are) doing business as: PERFECT PROFESSIONAL, 10813 HOPLAND ST, NORWALK, CA 90650. Full name of registrant(s) is (are) GRISELDA BARRERA, 10813 HOPLAND ST, NORWALK, CA 90650. This Business is conducted by: AN INDIVIDUAL. Signed: GRISELDA BARRERA. This statement was filed with the County Clerk of Los Angeles County on 06/24/2019. The registrant(s) has (have) commenced to transact business under the fictitious business name or names listed above on N/A. NOTICE- This Fictitious Name Statement expires five years from the date it was filed in the office of the County Clerk. Publish: Mountain Views News Dates Pub: JULY 06, 13, 20, 27, 2019 xyxy=(1138,606,1354,704)
notice-heading: FICTITIOUS BUSINESS NAME STATEMENT File No. 2019166994 xyxy=(10,1641,226,1659)
notice-heading: FICTITIOUS BUSINESS NAME STATEMENT File No. 2019-175262 xyxy=(912,765,1129,784)
notice-heading: FICTITIOUS BUSINESS NAME STATEMENT File No. 2019-179244 xyxy=(687,1375,903,1393)
legal-notice xyxy=(461,421,677,581)
legal-notice xyxy=(1138,713,1354,828)
legal-notice xyxy=(461,1641,677,1756)
legal-notice xyxy=(10,925,226,1084)
page-footer xyxy=(0,2551,1360,2575)
legal-notice xyxy=(461,1102,677,1278)
notice-body: The following person(s) is (are) doing business as: ARMAN TRANS, 7439 WOODMAN AVE #6, VAN NUYS, CA 91405. Full name of registrant(s) is (are) NIKOLAY SHAHBAZYAN, 7439 WOODMAN AVE #6, VAN NUYS, CA 91405. This Business is conducted by: An Individual. Signed: Nikolay Shahbazyan, Owner. This statement was filed with the County Clerk of Los Angeles County on 6/14/19. The registrant(s) has (have) commenced to transact business under the fictitious business name or names listed above on N/A. NOTICE- This Fictitious Name Statement expires five years from the date it was filed in the office of the County Clerk. A new Fictitious Business Name Statement must be filed prior to that date. The filing of this statement does not of itself authorize the use in this state of a Fictitious Business Name in violation of the rights of another under Federal, State, or common law (See section 14411 et seq. Business and Professions Code). Publish: ED Mountain Views News July 13, 20, 27 and August 3, 2019 xyxy=(10,597,226,740)
notice-body: The following person(s) is (are) doing business as: MY BODY JEWELLERY, 11451 160TH ST APT 11, ARTESIA, CA 90701. Full name of registrant(s) is (are) ARNIKKA FERDOUS, 11451 186TH ST APT 11, ARTESIA, CA 90701. This Business is conducted by: An Individual. Signed: Arnikka Ferdous. This statement was filed with the County Clerk of Los Angeles County on 06/24/2019. The registrant(s) has (have) commenced to transact business under the fictitious business name or names listed above on N/A. NOTICE- This Fictitious Name Statement expires five years from the date it was filed in the office of the County Clerk. A new Fictitious Business Name Statement must be filed prior to that date. xyxy=(461,1658,677,1757)
legal-notice xyxy=(687,68,903,218)
notice-body: The following person(s) is (are) doing business as: OSSAYA BARBERSHOP, 6624 E. SEVENTH ST, LONG BEACH, CA 90815. Full name of registrant(s) is (are) ANDRE PAUL D, 10662 WOODBURY RD, GARDEN GROVE, CA 92843. This Business is conducted by: AN INDIVIDUAL. This statement was filed with the County Clerk of Los Angeles County on 06/27/2019. The registrant(s) has (have) commenced to transact business under the fictitious business name or names listed above on N/A. NOTICE- This Fictitious Name Statement expires five years from the date it was filed in the office of the County Clerk. Publish: Mountain Views News Dates Pub: JULY 06, 13, 20, 27, 2019 xyxy=(1138,482,1354,581)
legal-notice xyxy=(236,1146,452,1314)
notice-body: The following person(s) is (are) doing business as: DOGGIE SCHOOL BUS, 328 SAN VICENTE BLVD APT 10, LOS ANGELES, CA 90048. Full name of registrant(s) is (are) JOSE D. MORENO HERRERA, 328 SAN VICENTE BLVD APT 10, LOS ANGELES, CA 90048. This Business is conducted by: An Individual. Signed: Jose D. Moreno Herrera. This statement was filed with the County Clerk of Los Angeles County on 06/21/2019. The registrant(s) has (have) commenced to transact business under the fictitious business name or names listed above on N/A. NOTICE- This Fictitious Name Statement expires five years from the date it was filed in the office of the County Clerk. Publish: Mountain Views News Dates Pub: July 6, 13, 20, 27, 2019 xyxy=(687,1260,903,1367)
notice-heading: FICTITIOUS BUSINESS NAME STATEMENT File No. 2019166690 xyxy=(10,925,226,943)
notice-body: filed in the office of the County Clerk. A new Fictitious Business Name Statement must be filed prior to that date. The filing of this statement does not of itself authorize the use in this state of a Fictitious Business Name in violation of the rights of another under Federal, State, or common law (See section 14411 et seq. Business and Professions Code). Publish: ED Mountain Views News July 13, 20, 27 and August 3, 2019 xyxy=(10,68,226,129)
footer-website[interactable]: Website: www.mtnviewsnews.com xyxy=(984,2556,1176,2570)
notice-heading: FICTITIOUS BUSINESS NAME STATEMENT File No. 2019-174813 xyxy=(1138,712,1354,730)
legal-notice xyxy=(1138,332,1354,456)
legal-notice xyxy=(236,85,452,253)
notice-body: The following person(s) is (are) doing business as: NORMAL TF, 500 W VALLEY BLVD STE 107, ALHAMBRA, CA 91803. Full name of registrant(s) is (are) KAI XIANG, 500 W VALLEY BLVD STE 107, ALHAMBRA, CA 91803, KOK WEI LIM, 500 W VALLEY BLVD STE 107, ALHAMBRA, CA 91803. This Business is conducted by: A GENERAL PARTNERSHIP. Signed: KOK WEI LIM. This statement was filed with the County Clerk of Los Angeles County on 06/27/2019. The registrant(s) has (have) commenced to transact business under the fictitious business name or names listed above on N/A. NOTICE- This Fictitious Name Statement expires five years from the date it was filed in the office of the County Clerk. Publish: Mountain Views News Dates Pub: JULY 06, 13, 20, 27, 2019 xyxy=(1138,209,1354,325)
notice-heading: FICTITIOUS BUSINESS NAME STATEMENT File No. 2019-176352 xyxy=(687,535,903,554)
legal-notice xyxy=(10,1093,226,1261)
notice-heading: FICTITIOUS BUSINESS NAME STATEMENT File No. 2019166209 xyxy=(10,748,226,766)
legal-notice xyxy=(1138,191,1354,324)
notice-body: The following person(s) is (are) doing business as: BEST THING SINCE JESUS, BTSJ, 16009 BELLINGS DR, CARSON, CA 90746. Full name of registrant(s) is (are) TIMOTHY CONRAD ELLSWORTH JR, 16009 BELLINGS DR, CARSON, CA 90746, MIRA NICOLE ELLSWORTH, 16009 BELLINGS DR, CARSON, CA 90746. This Business is conducted by: A Married Couple. Signed: Timothy Conrad Ellsworth Jr. This statement was filed with the County Clerk of Los Angeles County on 06/24/2019. The registrant(s) has (have) commenced to transact business under the fictitious business name or names listed above on N/A. NOTICE- This Fictitious Name Statement expires five years from the date it was filed in the office of the County Clerk. A new Fictitious Business Name Statement must be filed prior to that date. Publish: Mountain Views News Dates Pub: July 6, 13, 20, 27, 2019 xyxy=(687,243,903,368)
notice-body: The following person(s) is (are) doing business as: CARS PLUS EQUIPMENT, COLLISION PLUS EQUIPMENT, 932 E. 108TH STREET, LOS ANGELES, CA 90059. Full name of registrant(s) is (are) MANRIQUE MAGANA, 932 E 108TH STREET, LOS ANGELES, CA 90059. This Business is conducted by: An Individual. Signed: Manrique Magana. This statement was filed with the County Clerk of Los Angeles County on 06/24/2019. The registrant(s) has (have) commenced to transact business under the fictitious business name or names listed above on N/A. NOTICE- This Fictitious Name Statement expires five years from the date it was filed in the office of the County Clerk. A new Fictitious Business Name Statement must be filed prior to that date. The filing of this statement does not of itself authorize the use in this state of a Fictitious Business Name in violation of the rights of another under Federal, State, or common law (See section 14411 et seq. Business and Professions Code). Publish: Mountain Views News Dates Pub: July 6, 13, 20, 27, 2019 xyxy=(687,554,903,704)
section-title: LEGAL NOTICES xyxy=(14,4,614,41)
notice-heading: FICTITIOUS BUSINESS NAME STATEMENT File No. 2019-175965 xyxy=(461,1287,677,1305)
notice-heading: FICTITIOUS BUSINESS NAME STATEMENT File No. 2019-177649 xyxy=(1138,1102,1354,1120)
legal-notice xyxy=(10,279,226,394)
page-number: 15 xyxy=(1316,0,1350,38)
column-divider xyxy=(231,68,232,2541)
notice-heading: FICTITIOUS BUSINESS NAME STATEMENT File No. 2019-176361 xyxy=(687,712,903,730)
notice-body: The following person(s) is (are) doing business as: AC SERVICE, 2006 W CARSON ST SUITE 206, TORRANCE, CA 90501. Full name of registrant(s) is (are) NIGEL WILLIAM, 2008 W CARSON ST SUITE 206, TORRANCE, CA 90501. This Business is conducted by: An Individual. Signed: Nigel William. This statement was filed with the County Clerk of Los Angeles County on 06/25/2019. The registrant(s) has (have) commenced to transact business under the fictitious business name or names listed above on N/A. NOTICE- This Fictitious Name Statement expires five years from the date it was filed in the office of the County Clerk. A new Fictitious Business Name Statement must be filed prior to that date. The filing of this statement does not of itself authorize the use in this state of a Fictitious Business Name in violation of the rights of another under Federal, State, or common law (See section 14411 et seq. Business and Professions Code). Publish: Mountain Views News Dates Pub: July 6, 13, 20, 27, 2019 xyxy=(461,951,677,1094)
notice-body: The following person(s) is (are) doing business as: J&B TRANSPORTATION LLC, VERDUGO TRUCKING, 5166 MCCALLUM AVENUE, SOUTH GATE, CA 90280. Full name of registrant(s) is (are) J&B TRANSPORTATION LLC, 5166 MCCALLUM AVENUE, SOUTH GATE, CA 90280. This Business is conducted by: A Limited Liability Company. Signed: Bianca Susan Verdugo. This statement was filed with the County Clerk of Los Angeles County on 06/21/2019. The registrant(s) has (have) commenced to transact business under the fictitious business name or names listed above on N/A. NOTICE- This Fictitious Name Statement expires five years from the date it was filed in the office of the County Clerk. A new Fictitious Business Name Statement must be filed prior to that date. Publish: Mountain Views News Dates Pub: JULY 06, 13, 20, 27, 2019 xyxy=(912,217,1129,342)
notice-body: The following person(s) is (are) doing business as: SHOP SHOP, 2329 SUNSET BLVD, LOS ANGELES, CA 90026. Full name of registrant(s) is (are) LEKQUIN JOEL JIMENEZ, 1453 E 111 ST, LOS ANGELES, CA 90059. This Business is conducted by: An Individual. Signed: Lekquin Joel Jimenez. This statement was filed with the County Clerk of Los Angeles County on 06/24/2019. The registrant(s) has (have) commenced to transact business under the fictitious business name or names listed above on N/A. NOTICE- This Fictitious Name Statement expires five years from the date it was filed in the office of the County Clerk. A new Fictitious Business Name Statement must be filed prior to that date. The filing of this statement does not of itself authorize the use in this state of a Fictitious Business Name in violation of the rights of another under Federal, State, or common law (See section 14411 et seq. Business and Professions Code). Publish: Mountain Views News Dates Pub: July 6, 13, 20, 27, 2019 xyxy=(461,783,677,926)
notice-body: The following person(s) is (are) doing business as: NERISSAS CONSTRUCTION, 5730 CASE AVE APT 1, NORTH HOLLYWOOD, CA 91601. Full name of registrant(s) is (are) ENDARA AREIL ALVAREZ ZAPATA, 5730 CASE AVE APT 1, NORTH HOLLYWOOD, CA 91601. This Business is conducted by: An Individual. Signed: Endara Areil Alvarez Zapat, Owner. This statement was filed with the County Clerk of Los Angeles County on 7/9/19. The registrant(s) has (have) commenced to transact business under the fictitious business name or names listed above on N/A. NOTICE- This Fictitious Name Statement expires five years from the date it was filed in the office of the County Clerk. A new Fictitious Business Name Statement must be filed prior to that date. The filing of this statement does not of itself authorize the use in this state of a Fictitious Business Name in violation of the rights of another under Federal, State, or common law (See section 14411 et seq. Business and Professions Code). Publish: ED Mountain Views News July 13, 20, 27 and August 3, 2019 xyxy=(235,279,452,430)
notice-heading: FICTITIOUS BUSINESS NAME STATEMENT File No. 2019186285 xyxy=(235,85,452,103)
notice-heading: FICTITIOUS BUSINESS NAME STATEMENT File No. 2019-175499 xyxy=(461,1464,677,1482)
notice-body: The following person(s) is (are) doing business as: SH PHARMACY, 2114 ARTESIA BLVD ROOM #111, REDONDO BEACH, CA 90278. Full name of registrant(s) is (are) PHARMEDQUEST PHARMACY SERVICES, 4727 WILSHIRE BLVD SUITE 200, LOS ANGELES, CA 90010. This Business is conducted by: A CORPORATION. Signed: DUANE SAIKAMI. This statement was filed with the County Clerk of Los Angeles County on 06/21/2019. NOTICE- This Fictitious Name Statement expires five years from the date it was filed in the office of the County Clerk. Publish: Mountain Views News Dates Pub: JULY 06, 13, 20, 27, 2019 xyxy=(1138,995,1354,1093)
legal-notice xyxy=(913,68,1129,191)
notice-body: The following person(s) is (are) doing business as: CRAZY TACOS # 2, 762 E SLAUSON AVE, LOS ANGELES, CA 90011. Full name of registrant(s) is (are) TANIA E SANCHEZ MORALES, 7913 S AVALON BLVD, LOS ANGELES, CA 90003. This Business is conducted by: An Individual. Signed: Tania E Sanchez Morales. This statement was filed with the County Clerk of Los Angeles County on 06/27/2019. The registrant(s) has (have) commenced to transact business under the fictitious business name or names listed above on N/A. NOTICE- This Fictitious Name Statement expires five years from the date it was filed in the office of the County Clerk. A new Fictitious Business Name Statement must be filed prior to that date. Publish: Mountain Views News Dates Pub: July 6, 13, 20, 27, 2019 xyxy=(687,863,903,969)
notice-column xyxy=(913,68,1129,2545)
notice-heading: FICTITIOUS BUSINESS NAME STATEMENT File No. 2019159614 xyxy=(10,403,226,421)
notice-heading: FICTITIOUS BUSINESS NAME STATEMENT File No. 2019-175499 xyxy=(912,200,1129,218)
legal-notice xyxy=(461,85,677,244)
notice-body: The following person(s) is (are) doing business as: AMERICAN KEN INDUSTRIES, 22632 GOLDEN SPRINGS DR SUITE 100, DIAMOND BAR, CA 91765. Full name of registrant(s) is (are) GRIFFIN CHOWDHARY, LLC, 22632 GOLDEN SPRINGS DR SUITE 100, DIAMOND BAR, CA 91765. This Business is conducted by: A Limited Liability Company. Signed: Victor Manuel Cuevas. This statement was filed with the County Clerk of Los Angeles County on 06/21/2019. The registrant(s) has (have) commenced to transact business under the fictitious business name or names listed above on N/A. NOTICE- This Fictitious Name Statement expires five years from the date it was filed in the office of the County Clerk. A new Fictitious Business Name Statement must be filed prior to that date. The filing of this statement does not of itself authorize the use in this state of a Fictitious Business Name in violation of the rights of another under Federal, State, or common law (See section 14411 et seq. Business and Professions Code). Publish: Mountain Views News Dates Pub: July 6, 13, 20, 27, 2019 xyxy=(461,1481,677,1633)
notice-body: The following person(s) is (are) doing business as: SYSTEMS TECH PROTECTION, 10700 ALAMEDA STREET, LYNWOOD, CA 90262. Full name of registrant(s) is (are) CARYON JAY DAWES, 10700 ALAMEDA STREET, LYNWOOD, CA 90262. This Business is conducted by: AN INDIVIDUAL. Signed: CARYON JAY DAWES. This statement was filed with the County Clerk of Los Angeles County on 06/21/2019. Publish: Mountain Views News Dates Pub: JULY 06, 13, 20, 27, 2019 xyxy=(1138,1234,1354,1305)
legal-notice xyxy=(687,536,903,704)
legal-notice xyxy=(687,1376,903,1474)
legal-notice xyxy=(461,766,677,926)
notice-body: The following person(s) is (are) doing business as: K&L CUTTING, 203 NORT AV 58, LOS ANGELES, CA 90042. Full name of registrant(s) is (are) MARIA S. MAYORGA, 5670 ASH STREET APT 24, LOS ANGELES, CA 90042, FERNANDO MAYORGA, 5670 ASH STREET APT 24, LOS ANGELES, CA 90042. This Business is conducted by: A Married Couple. Signed: Fernando Mayorga. This statement was filed with the County Clerk of Los Angeles County on 06/21/2019. The registrant(s) has (have) commenced to transact business under the fictitious business name or names listed above on 06/2019. NOTICE- This Fictitious Name Statement expires five years from the date it was filed in the office of the County Clerk. Publish: Mountain Views News Dates Pub: JULY 06, 13, 20, 27, 2019 xyxy=(912,783,1129,899)
legal-notice xyxy=(461,253,677,413)
legal-notice xyxy=(913,1287,1129,1376)
notice-body: The following person(s) is (are) doing business as: SOLMAYRA, 5117 HANCOCK AVE, LOS ANGELES, CA 90031. Full name of registrant(s) is (are) SOLMAYRA ANAHI JACOBO, 5117 HANCOCK AVE, LOS ANGELES, CA 90031. This Business is conducted by: AN INDIVIDUAL. Signed: SOLMAYRA ANAHI JACOBO. This statement was filed with the County Clerk of Los Angeles County on 06/25/2019. NOTICE- This Fictitious Name Statement expires five years from the date it was filed in the office of the County Clerk. Publish: Mountain Views News Dates Pub: JULY 06, 13, 20, 27, 2019 xyxy=(1138,1119,1354,1208)
notice-body: The following person(s) is (are) doing business as: LOCS, LUCKS, LLC, 1002 ALLINGTON ST, LONG BEACH, CA 90805. Full name of registrant(s) is (are) DENNIS BROWN, 1002 ALLINGTON ST, LONG BEACH, CA 90805. This Business is conducted by: An Individual. Signed: Dennis Brown. This statement was filed with the County Clerk of Los Angeles County on 06/26/2019. The registrant(s) has (have) commenced to transact business under the fictitious business name or names listed above on N/A. NOTICE- This Fictitious Name Statement expires five years from the date it was filed in the office of the County Clerk. Publish: Mountain Views News Dates Pub: JULY 06, 13, 20, 27, 2019 xyxy=(912,1181,1129,1278)
notice-heading: FICTITIOUS BUSINESS NAME STATEMENT File No. 2019169015 xyxy=(235,1145,452,1164)
notice-heading: FICTITIOUS BUSINESS NAME STATEMENT File No. 2019168758 xyxy=(235,615,452,634)
notice-body: STATEMENT OF ABANDONMENT OF USE OF FICTITIOUS BUSINESS NAME. The following person(s) MIKE SHAHBAZYAN, 7439 WOODMAN AVE #6, VAN NUYS, CA 91405 has/have abandoned the use of the fictitious business name: ARMANTRANS, 7439 WOODMAN AVE #6, VAN NUYS, CA 91405. The fictitious business name referred to above was filed in the County of Los Angeles on: 6/14/19. The business was conducted by: An Individual. This statement was filed with the County Clerk of Los Angeles on 6/14/19. The registrant declares that all information in this statement is true and correct. SIGNED: MIKE SHAHBAZYAN, OWNER. Publish: ED Mountain Views News July 13, 20, 27 and August 3, 2019 xyxy=(10,288,226,395)
notice-body: The following person(s) is (are) doing business as: THE DAILY BREW, 2000 ARTESIA BLVD UNIT 1, LONG BEACH, CA 90805. Full name of registrant(s) is (are) BRITTANY L. ALAS, 1600 W. 147TH ST UNIT 3, LONG BEACH, CA 90805. This Business is conducted by: AN INDIVIDUAL. Signed: BRITTANY L. ALAS. xyxy=(1138,1331,1354,1376)
legal-notice xyxy=(236,439,452,607)
notice-body: is (are) DO-IT-ALL, CORP, 5817 FRIENDS AVE, WHITTIER, CA 90601. This Business is conducted by: A Corporation. Signed: Sylvia Povales. This statement was filed with the County Clerk of Los Angeles County on 06/25/2019. The registrant(s) has (have) commenced to transact business under the fictitious business name or names listed above on 06/2019. NOTICE- This Fictitious Name Statement expires five years from the date it was filed in the office of the County Clerk. A new Fictitious Business Name Statement must be filed prior to that date. The filing of this statement does not of itself authorize the use in this state of a Fictitious Business Name in violation of the rights of another under Federal, State, or common law (See section 14411 et seq. Business and Professions Code). Publish: Mountain Views News Dates Pub: JULY 06, 13, 20, 27, 2019 xyxy=(912,68,1129,192)
legal-notice xyxy=(687,1481,903,1534)
legal-notice xyxy=(687,377,903,528)
notice-body: The following person(s) is (are) doing business as: RBC COMPANY, 9628 ALONDRA BLVD, BELLFLOWER, CA 90706. Full name of registrant(s) is (are) RICK BROWN, 9628 ALONDRA BLVD, BELLFLOWER, CA 90706. This Business is conducted by: AN INDIVIDUAL. Signed: RICK BROWN. This statement was filed with the County Clerk of Los Angeles County on 06/21/2019. The registrant(s) has (have) commenced to transact business under the fictitious business name or names listed above on 06/2001. NOTICE- This Fictitious Name Statement expires five years from the date it was filed in the office of the County Clerk. Publish: Mountain Views News Dates Pub: JULY 06, 13, 20, 27, 2019 xyxy=(1138,730,1354,828)
column-divider xyxy=(1133,68,1134,2541)
notice-column xyxy=(1138,68,1354,2545)
legal-notice xyxy=(461,1287,677,1455)
notice-body: The following person(s) is (are) doing business as: CHATSWORTH STAR AUTO, 9911 L-GUITAR, P.O. BOX 4003, CHATSWORTH, CA 91313. Full name of registrant(s) is (are) LANCE ROBERT MCCORMICK, 10037 CANOGA AVE, CHATSWORTH, CA 91311. This Business is conducted by: An Individual. Signed: Lance Robert McCormick, Owner. This statement was filed with the County Clerk of Los Angeles County on 7/5/19. The registrant(s) has (have) commenced to transact business under the fictitious business name or names listed above on 7/2019. NOTICE- This Fictitious Name Statement expires five years from the date it was filed in the office of the County Clerk. A new Fictitious Business Name Statement must be filed prior to that date. The filing of this statement does not of itself authorize the use in this state of a Fictitious Business Name in violation of the rights of another under Federal, State, or common law (See section 14411 et seq. Business and Professions Code). Publish: ED Mountain Views News July 13, 20, 27 and August 3, 2019 xyxy=(10,1110,226,1261)
notice-body: The following person(s) is (are) doing business as: OVIDIO LANDSCAPING, 157 E 82ND PL, LOS ANGELES, CA 90003. Full name of registrant(s) is (are) OVIDIO ABREGO GALDAMEZ, 157 E 82ND PL, LOS ANGELES, CA 90003. This Business is conducted by: AN INDIVIDUAL. Signed: OVIDIO ABREGO GALDAMEZ. This statement was filed with the County Clerk of Los Angeles County on 06/24/2019. The registrant(s) has (have) commenced to transact business under the fictitious business name or names listed above on N/A. NOTICE- This Fictitious Name Statement expires five years from the date it was filed in the office of the County Clerk. Publish: Mountain Views News Dates Pub: JULY 06, 13, 20, 27, 2019 xyxy=(1138,350,1354,457)
footer-address: 80 W Sierra Madre Blvd. No. 327 Sierra Madre, Ca. 91024 xyxy=(156,2556,481,2570)
legal-notice xyxy=(10,403,226,571)
notice-heading: FICTITIOUS BUSINESS NAME STATEMENT File No. 2019177243 xyxy=(461,588,677,607)
legal-notice xyxy=(687,1244,903,1367)
notice-heading: FICTITIOUS BUSINESS NAME STATEMENT File No. 2019-176300 xyxy=(687,226,903,244)
notice-heading: FICTITIOUS BUSINESS NAME STATEMENT File No. 2019-177516 xyxy=(461,933,677,952)
masthead-rule xyxy=(8,61,1352,63)
notice-heading: FICTITIOUS BUSINESS NAME STATEMENT File No. 2019-175568 xyxy=(687,1243,903,1261)
notice-body: The following person(s) is (are) doing business as: JDSD ARCHITECTURE, 4 S BALDWIN #127, SIERRA MADRE, CA 91024. Full name of registrant(s) is (are) JEREMY DAVID SWANSON, 4 S BALDWIN AVE #127, SIERRA MADRE, CA 91024. This Business is conducted by: An Individual. Signed: Jeremy David Swanson, Owner. This statement was filed with the County Clerk of Los Angeles County on 6/25/19. The registrant(s) has (have) commenced to transact business under the fictitious business name or names listed above on N/A. NOTICE- This Fictitious Name Statement expires five years from the date it was filed in the office of the County Clerk. A new Fictitious Business Name Statement must be filed prior to that date. The filing of this statement does not of itself authorize the use in this state of a Fictitious Business Name in violation of the rights of another under Federal, State, or common law (See section 14411 et seq. Business and Professions Code). Publish: Mountain Views News July 6, 13, 20, 27, 2019 xyxy=(461,606,677,758)
footer-email[interactable]: Email: editor@mtnviewsnews.com xyxy=(770,2556,962,2570)
notice-heading: FICTITIOUS BUSINESS NAME STATEMENT File No. 2019-175206 xyxy=(461,1102,677,1120)
notice-body: The following person(s) is (are) doing business as: ALEXA'S QUALITY CLEANING, 1943 W BULLIS RD UNIT A, COMPTON, CA 90221. Full name of registrant(s) is (are) ALEJANDRA SALINAS ROBLES, 10330 SAN LUIS AVE, SOUTH GATE, CA 90280. This Business is conducted by: An Individual. Signed: Alejandra Salinas Robles. This statement was filed with the County Clerk of Los Angeles County on 06/24/2019. The registrant(s) has (have) commenced to transact business under the fictitious business name or names listed above on N/A. NOTICE- This Fictitious Name Statement expires five years from the date it was filed in the office of the County Clerk. A new Fictitious Business Name Statement must be filed prior to that date. The filing of this statement does not of itself authorize the use in this state of a Fictitious Business Name in violation of the rights of another under Federal, State, or common law (See section 14411 et seq. Business and Professions Code). Publish: Mountain Views News Dates Pub: July 6, 13, 20, 27, 2019 xyxy=(461,1304,677,1456)
legal-notice xyxy=(236,1694,452,1836)
legal-notice xyxy=(10,748,226,916)
legal-notice xyxy=(236,68,452,76)
legal-notice xyxy=(687,227,903,369)
notice-heading: FICTITIOUS BUSINESS NAME STATEMENT File No. 2019-176158 xyxy=(461,1641,677,1659)
notice-body: The following person(s) is (are) doing business as: GREENDARE, 6800 ASHRIGHT AVE, LONG BEACH, CA 90813. Full name of registrant(s) is (are) CASCADE VENTURES, LLC, 8800 HOSE AVE, SAN JOSE, CA 95129. This Business is conducted by: A Limited Liability Company. Signed: Cascade Ventures, LLC, Athalies Melchor, Managing Member. This statement was filed with the County Clerk of Los Angeles County on 7/9/19. The registrant(s) has (have) commenced to transact business under the fictitious business name or names listed above on N/A. NOTICE- This Fictitious Name Statement expires five years from the date it was filed in the office of the County Clerk. A new Fictitious Business Name Statement must be filed prior to that date. The filing of this statement does not of itself authorize the use in this state of a Fictitious Business Name in violation of the rights of another under Federal, State, or common law (See section 14411 et seq. Business and Professions Code). Publish: ED Mountain Views News July 13, 20, 27 and August 3, 2019 xyxy=(235,102,452,253)
notice-body: The following person(s) is (are) doing business as: D. LEON TRANS, 6437 ELM AVE, LOS ANGELES, CA 90001. Full name of registrant(s) is (are) DAVID LEON, 6437 ELM AVE, LOS ANGELES, CA 90001. This Business is conducted by: An Individual. Signed: David Leon. This statement was filed with the County Clerk of Los Angeles County on 06/21/2019. The registrant(s) has (have) commenced to transact business under the fictitious business name or names listed above on N/A. NOTICE- This Fictitious Name Statement expires five years from the date it was filed in the office of the County Clerk. A new Fictitious Business Name Statement must be filed prior to that date. Publish: Mountain Views News Dates Pub: July 6, 13, 20, 27, 2019 xyxy=(687,995,903,1102)
legal-notice xyxy=(913,351,1129,501)
legal-notice xyxy=(913,1040,1129,1155)
